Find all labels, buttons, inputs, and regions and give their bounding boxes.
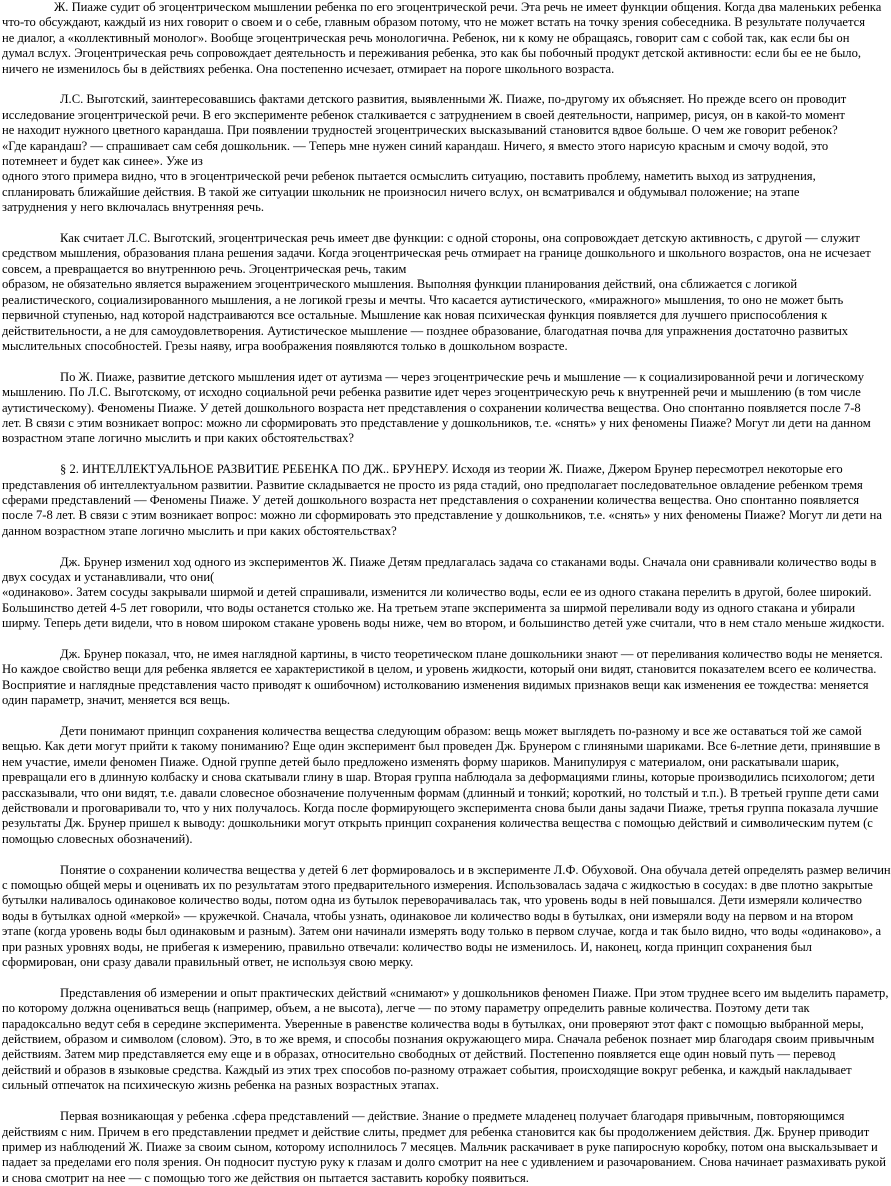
text-line: «одинаково». Затем сосуды закрывали ширмой и детей спрашивали, изменится ли количество воды, если ее из одного стакана перелить в другой, более широкий. [2, 585, 872, 600]
text-line: реалистического, социализированного мышления, а не логикой грезы и мечты. Что касается аутистического, «миражного» мышления, то оно не может быть [2, 292, 844, 307]
paragraph-first-sphere-action [2, 1109, 886, 1186]
text-line: действиям. Затем мир представляется ему еще и в образах, относительно свободных от действий. Постепенно появляется еще один новый путь — перевод [2, 1047, 836, 1062]
text-line: двух сосудах и устанавливали, что они( [2, 569, 215, 584]
paragraph-two-functions [2, 231, 871, 354]
text-line: пример из наблюдений Ж. Пиаже за своим сыном, которому исполнилось 7 месяцев. Мальчик раскачивает в руке папиросную коробку, потом она выскальзывает и [2, 1139, 878, 1154]
paragraph-clay-experiment [2, 723, 881, 847]
paragraph-section-2-bruner [2, 462, 882, 539]
paragraph-representations [2, 985, 889, 1094]
text-line: действиям с ним. Причем в его представлении предмет и действие слиты, предмет для ребенка становится как бы продолжением действия. Дж. Брунер приводит [2, 1124, 870, 1139]
text-line: не диалог, а «коллективный монолог». Вообще эгоцентрическая речь монологична. Ребенок, ни к кому не обращаясь, говорит сам с собой так, как если бы он [2, 30, 850, 45]
text-line: совсем, а превращается во внутреннюю речь. Эгоцентрическая речь, таким [2, 261, 407, 276]
text-line: первичной ступенью, над которой надстраиваются все остальные. Мышление как новая психическая функция появляется для лучшего приспособления к [2, 308, 828, 323]
text-line: при разных уровнях воды, не прибегая к измерению, правильно отвечали: количество воды не изменилось. И, наконец, когда принцип сохранения был [2, 939, 812, 954]
text-line: затруднения у него включалась внутренняя речь. [2, 200, 264, 215]
text-line: Представления об измерении и опыт практических действий «снимают» у дошкольников феномен Пиаже. При этом труднее всего им выделить параметр, [60, 985, 889, 1000]
text-line: с помощью общей меры и оценивать их по результатам этого предварительного измерения. Использовалась задача с жидкостью в сосудах: в две плотно закрытые [2, 878, 873, 893]
text-line: помощью словесных обозначений). [2, 831, 193, 846]
text-line: Большинство детей 4-5 лет говорили, что воды останется столько же. На третьем этапе эксперимента за ширмой переливали воду из одного стакана и убирали [2, 600, 856, 615]
paragraph-egocentric-speech-piaget [2, 0, 882, 77]
text-line: Но каждое свойство вещи для ребенка является ее характеристикой в целом, и уровень жидкости, который они видят, становится показателем всего ее количества. [2, 662, 877, 677]
text-line: одного этого примера видно, что в эгоцентрической речи ребенок пытается осмыслить ситуацию, поставить проблему, наметить выход из затруднения, [2, 169, 816, 184]
text-line: Дети понимают принцип сохранения количества вещества следующим образом: вещь может выглядеть по-разному и все же оставаться той же самой [60, 723, 862, 738]
text-line: нем участие, имели феномен Пиаже. Одной группе детей было предложено изменять форму шариков. Манипулируя с материалом, они раскатывали шарик, [2, 754, 840, 769]
text-line: действительности, а не для самоудовлетворения. Аутистическое мышление — позднее образование, благодатная почва для упражнения достаточно развитых [2, 323, 849, 338]
text-line: после 7-8 лет. В связи с этим возникает вопрос: можно ли сформировать это представление у дошкольников, т.е. «снять» у них феномены Пиаже? Могут ли дети на [2, 508, 882, 523]
paragraph-bruner-showed [2, 646, 883, 709]
text-line: не находит нужного цветного карандаша. При появлении трудностей эгоцентрических высказываний становится вдвое больше. О чем же говорит ребенок? [2, 123, 838, 138]
text-line: Понятие о сохранении количества вещества у детей 6 лет формировалось и в эксперименте Л.Ф. Обуховой. Она обучала детей определять размер величин [60, 862, 891, 877]
text-line: потемнеет и будет как синее». Уже из [2, 154, 203, 169]
text-line: ширму. Теперь дети видели, что в новом широком стакане уровень воды ниже, чем во втором, и большинство детей уже считали, что в нем стало меньше жидкости. [2, 616, 885, 631]
text-line: возрастном этапе логично мыслить и при каких обстоятельствах? [2, 431, 355, 446]
paragraph-vygotsky-experiment [2, 92, 847, 215]
text-line: действий и образов в языковые средства. Каждый из этих трех способов по-разному отражает события, происходящие вокруг ребенка, и каждый накладывает [2, 1062, 852, 1077]
text-line: ничего не изменилось бы в действиях ребенка. Она постепенно исчезает, отмирает на пороге школьного возраста. [2, 61, 615, 76]
text-line: Восприятие и наглядные представления часто приводят к ошибочном) истолкованию изменения видимых признаков вещи как изменения ее тождества: меняется [2, 677, 869, 692]
text-line: средством мышления, образования плана решения задачи. Когда эгоцентрическая речь отмирает на границе дошкольного и школьного возрастов, она не исчезает [2, 246, 871, 261]
text-line: Дж. Брунер изменил ход одного из экспериментов Ж. Пиаже Детям предлагалась задача со стаканами воды. Сначала они сравнивали количество воды в [60, 554, 877, 569]
text-line: образом, не обязательно является выражением эгоцентрического мышления. Выполняя функции планирования действий, она сближается с логикой [2, 277, 798, 292]
text-line: один параметр, значит, меняется вся вещь. [2, 693, 231, 708]
text-line: мыслительных способностей. Грезы наяву, игра воображения появляются только в дошкольном возрасте. [2, 338, 568, 353]
section-heading-line: § 2. ИНТЕЛЛЕКТУАЛЬНОЕ РАЗВИТИЕ РЕБЕНКА ПО ДЖ.. БРУНЕРУ. Исходя из теории Ж. Пиаже, Джером Брунер пересмотрел некоторые его [60, 462, 843, 477]
text-line: спланировать ближайшие действия. В такой же ситуации школьник не произносил ничего вслух, он всматривался и обдумывал положение; на этапе [2, 184, 800, 199]
text-line: аутистическому). Феномены Пиаже. У детей дошкольного возраста нет представления о сохранении количества вещества. Оно спонтанно появляется после 7-8 [2, 400, 861, 415]
text-line: представления об интеллектуальном развитии. Развитие складывается не просто из ряда стадий, оно предполагает последовательное овладение ребенком тремя [2, 477, 863, 492]
text-line: сферами представлений — Феномены Пиаже. У детей дошкольного возраста нет представления о сохранении количества вещества. Оно спонтанно появляется [2, 492, 860, 507]
text-line: парадоксально ведут себя в середине эксперимента. Уверенные в равенстве количества воды в бутылках, они проверяют этот факт с помощью выбранной меры, [2, 1016, 864, 1031]
text-line: сформирован, они сразу давали правильный ответ, не используя свою мерку. [2, 955, 414, 970]
text-line: исследование эгоцентрической речи. В его эксперименте ребенок сталкивается с затруднением в своей деятельности, например, рисуя, он в какой-то момент [2, 107, 845, 122]
text-line: Ж. Пиаже судит об эгоцентрическом мышлении ребенка по его эгоцентрической речи. Эта речь не имеет функции общения. Когда два маленьких ребенка [54, 0, 882, 14]
text-line: по которому должна оцениваться вещь (например, объем, а не высота), легче — по этому параметру определить равные количества. Поэтому дети так [2, 1001, 810, 1016]
paragraph-piaget-phenomena [2, 369, 871, 447]
text-line: лет. В связи с этим возникает вопрос: можно ли сформировать это представление у дошкольников, т.е. «снять» у них феномены Пиаже? Могут ли дети на данном [2, 415, 871, 430]
text-line: Первая возникающая у ребенка .сфера представлений — действие. Знание о предмете младенец получает благодаря привычным, повторяющимся [60, 1109, 845, 1124]
text-line: действовали и проговаривали то, что у них получалось. Когда после формирующего эксперимента снова были даны задачи Пиаже, третья группа показала лучшие [2, 801, 879, 816]
text-line: вещью. Как дети могут прийти к такому пониманию? Еще один эксперимент был проведен Дж. Брунером с глиняными шариками. Все 6-летние дети, принявшие в [2, 739, 881, 754]
text-line: действием, образом и символом (словом). Это, в то же время, и способы познания окружающего мира. Сначала ребенок познает мир благодаря своим привычным [2, 1032, 875, 1047]
text-line: этапе (когда уровень воды был одинаковым и разным). Затем они начинали измерять воду только в первом случае, когда и так было видно, что воды «одинаково», а [2, 924, 882, 939]
text-line: и снова смотрит на нее — с помощью того же действия он пытается заставить коробку появиться. [2, 1170, 529, 1185]
text-line: падает за пределами его поля зрения. Он подносит пустую руку к глазам и долго смотрит на нее с удивлением и разочарованием. Снова начинает размахивать рукой [2, 1155, 886, 1170]
text-line: что-то обсуждают, каждый из них говорит о своем и о себе, главным образом потому, что не может встать на точку зрения собеседника. В результате получается [2, 15, 866, 30]
text-line: превращали его в длинную колбаску и снова скатывали глину в шар. Вторая группа наблюдала за деформациями глины, которые производились психологом; дети [2, 770, 875, 785]
paragraph-obukhova-experiment [2, 862, 891, 971]
text-line: данном возрастном этапе логично мыслить и при каких обстоятельствах? [2, 523, 397, 538]
text-line: результаты Дж. Брунер пришел к выводу: дошкольники могут открыть принцип сохранения количества вещества с помощью действий и символическим путем (с [2, 816, 873, 831]
text-line: воды в бутылках одной «меркой» — кружечкой. Сначала, чтобы узнать, одинаковое ли количество воды в бутылках, они измеряли воду на первом и на втором [2, 908, 854, 923]
text-line: Л.С. Выготский, заинтересовавшись фактами детского развития, выявленными Ж. Пиаже, по-другому их объясняет. Но прежде всего он проводит [60, 92, 847, 107]
text-line: Дж. Брунер показал, что, не имея наглядной картины, в чисто теоретическом плане дошкольники знают — от переливания количество воды не меняется. [60, 646, 883, 661]
text-line: сильный отпечаток на психическую жизнь ребенка на разных возрастных этапах. [2, 1078, 439, 1093]
text-line: думал вслух. Эгоцентрическая речь сопровождает деятельность и переживания ребенка, это как бы побочный продукт детской активности: если бы ее не было, [2, 46, 862, 61]
text-line: бутылки наливалось одинаковое количество воды, потом одна из бутылок переворачивалась так, что уровень воды в ней повышался. Дети измеряли количество [2, 893, 862, 908]
text-line: По Ж. Пиаже, развитие детского мышления идет от аутизма — через эгоцентрические речь и мышление — к социализированной речи и логическому [60, 369, 865, 384]
text-line: «Где карандаш? — спрашивает сам себя дошкольник. — Теперь мне нужен синий карандаш. Ничего, я вместо этого нарисую красным и смочу водой, это [2, 138, 829, 153]
text-line: Как считает Л.С. Выготский, эгоцентрическая речь имеет две функции: с одной стороны, она сопровождает детскую активность, с другой — служит [60, 231, 860, 246]
text-line: мышлению. По Л.С. Выготскому, от исходно социальной речи ребенка развитие идет через эгоцентрическую речь к внутренней речи и мышлению (в том числе [2, 385, 861, 400]
text-line: рассказывали, что они видят, т.е. давали словесное обозначение полученным формам (длинный и тонкий; короткий, но толстый и т.п.). В третьей группе дети сами [2, 785, 879, 800]
paragraph-water-experiment [2, 554, 885, 632]
